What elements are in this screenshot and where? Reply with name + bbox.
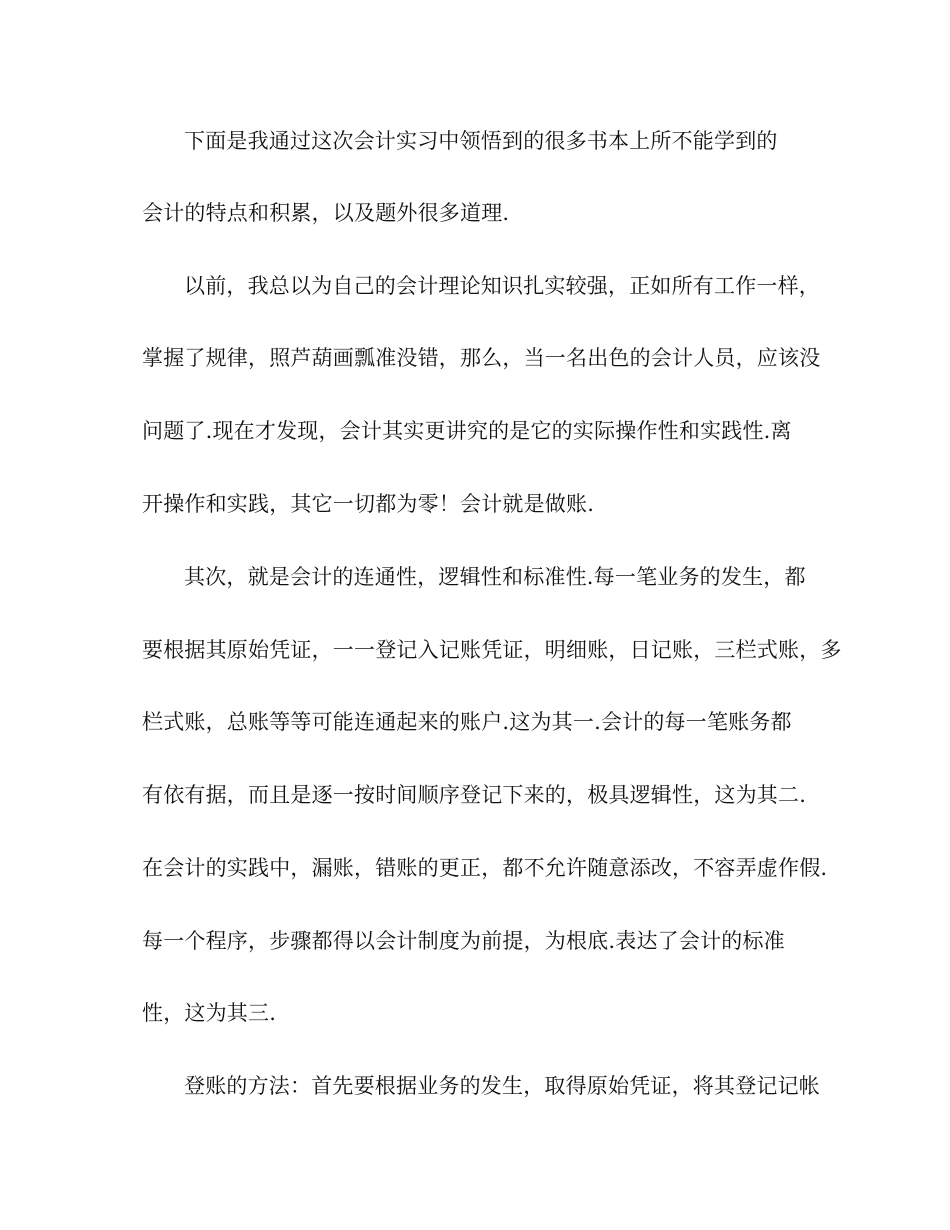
paragraph-3-line-4: 有依有据，而且是逐一按时间顺序登记下来的，极具逻辑性，这为其二. <box>142 783 807 807</box>
paragraph-1-line-1: 下面是我通过这次会计实习中领悟到的很多书本上所不能学到的 <box>184 129 778 153</box>
paragraph-3-line-7: 性，这为其三. <box>142 1001 277 1025</box>
paragraph-3-line-2: 要根据其原始凭证，一一登记入记账凭证，明细账，日记账，三栏式账，多 <box>142 638 842 662</box>
paragraph-3-line-1: 其次，就是会计的连通性，逻辑性和标准性.每一笔业务的发生，都 <box>184 565 806 589</box>
paragraph-2-line-4: 开操作和实践，其它一切都为零！会计就是做账. <box>142 492 595 516</box>
paragraph-3-line-6: 每一个程序，步骤都得以会计制度为前提，为根底.表达了会计的标准 <box>142 929 785 953</box>
paragraph-4-line-1: 登账的方法：首先要根据业务的发生，取得原始凭证，将其登记记帐 <box>184 1074 820 1098</box>
paragraph-2-line-1: 以前，我总以为自己的会计理论知识扎实较强，正如所有工作一样， <box>184 274 820 298</box>
paragraph-3-line-5: 在会计的实践中，漏账，错账的更正，都不允许随意添改，不容弄虚作假. <box>142 856 828 880</box>
paragraph-1-line-2: 会计的特点和积累，以及题外很多道理. <box>142 201 510 225</box>
paragraph-3-line-3: 栏式账，总账等等可能连通起来的账户.这为其一.会计的每一笔账务都 <box>142 710 792 734</box>
paragraph-2-line-3: 问题了.现在才发现，会计其实更讲究的是它的实际操作性和实践性.离 <box>142 419 792 443</box>
paragraph-2-line-2: 掌握了规律，照芦葫画瓢准没错，那么，当一名出色的会计人员，应该没 <box>142 346 821 370</box>
